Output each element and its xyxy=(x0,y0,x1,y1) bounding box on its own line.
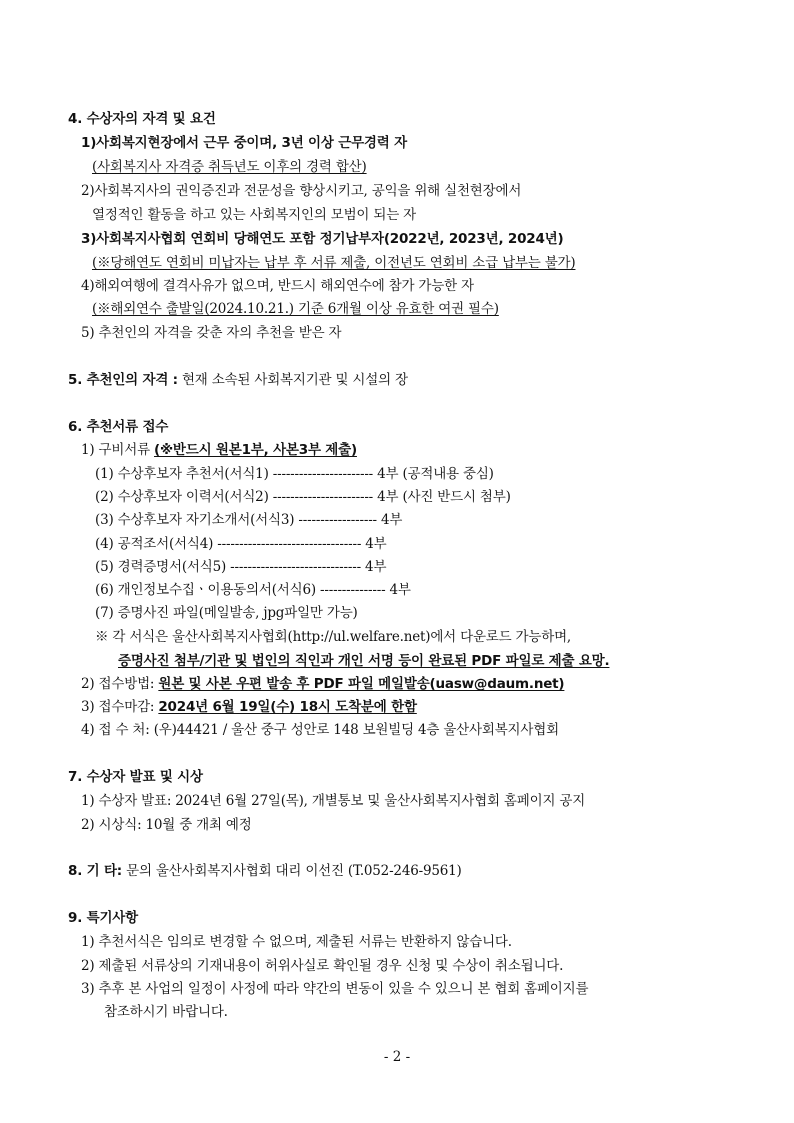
s4-item-1: 1)사회복지현장에서 근무 중이며, 3년 이상 근무경력 자 xyxy=(81,135,407,151)
section-6-title: 6. 추천서류 접수 xyxy=(68,419,169,435)
s6-doc-item: (1) 수상후보자 추천서(서식1) ----------------------- 4부 (공적내용 중심) xyxy=(95,466,494,482)
s4-item-3-note: (※당해연도 연회비 미납자는 납부 후 서류 제출, 이전년도 연회비 소급 납부는 불가) xyxy=(92,255,576,271)
s6-address: 4) 접 수 처: (우)44421 / 울산 중구 성안로 148 보원빌딩 4층 울산사회복지사협회 xyxy=(81,722,559,738)
s6-doc-item: (7) 증명사진 파일(메일발송, jpg파일만 가능) xyxy=(95,605,358,621)
section-5-text: 현재 소속된 사회복지기관 및 시설의 장 xyxy=(177,372,408,388)
s6-doc-item: (6) 개인정보수집ㆍ이용동의서(서식6) --------------- 4부 xyxy=(95,582,411,598)
s6-doc-item: (2) 수상후보자 이력서(서식2) ----------------------- 4부 (사진 반드시 첨부) xyxy=(95,489,511,505)
s6-deadline-label: 3) 접수마감: xyxy=(81,699,159,715)
s6-pdf-note: 증명사진 첨부/기관 및 법인의 직인과 개인 서명 등이 완료된 PDF 파일로 제출 요망. xyxy=(118,653,610,669)
s6-doc-item: (3) 수상후보자 자기소개서(서식3) ------------------ 4부 xyxy=(95,512,403,528)
s9-item-2: 2) 제출된 서류상의 기재내용이 허위사실로 확인될 경우 신청 및 수상이 취소됩니다. xyxy=(81,958,564,974)
s9-item-3-cont: 참조하시기 바랍니다. xyxy=(104,1004,228,1020)
s4-item-2-cont: 열정적인 활동을 하고 있는 사회복지인의 모범이 되는 자 xyxy=(92,207,416,223)
s7-item-2: 2) 시상식: 10월 중 개최 예정 xyxy=(81,817,252,833)
s6-docs-requirement: (※반드시 원본1부, 사본3부 제출) xyxy=(154,442,357,458)
section-4-title: 4. 수상자의 자격 및 요건 xyxy=(68,111,216,127)
section-5 xyxy=(68,371,408,389)
section-8-text: 문의 울산사회복지사협회 대리 이선진 (T.052-246-9561) xyxy=(122,863,462,879)
page-number: - 2 - xyxy=(383,1049,411,1065)
s6-doc-item: (4) 공적조서(서식4) --------------------------------- 4부 xyxy=(95,536,387,552)
s4-item-1-note: (사회복지사 자격증 취득년도 이후의 경력 합산) xyxy=(92,159,367,175)
s4-item-5: 5) 추천인의 자격을 갖춘 자의 추천을 받은 자 xyxy=(81,325,342,341)
section-7-title: 7. 수상자 발표 및 시상 xyxy=(68,769,203,785)
s6-method-value: 원본 및 사본 우편 발송 후 PDF 파일 메일발송(uasw@daum.net) xyxy=(158,676,565,692)
s6-deadline-value: 2024년 6월 19일(수) 18시 도착분에 한함 xyxy=(158,699,417,715)
s9-item-1: 1) 추천서식은 임의로 변경할 수 없으며, 제출된 서류는 반환하지 않습니다. xyxy=(81,934,512,950)
s6-method-label: 2) 접수방법: xyxy=(81,676,159,692)
s6-deadline xyxy=(81,698,417,716)
s6-method xyxy=(81,675,564,693)
s4-item-3: 3)사회복지사협회 연회비 당해연도 포함 정기납부자(2022년, 2023년, 2024년) xyxy=(81,231,564,247)
section-8-title: 8. 기 타: xyxy=(68,863,123,879)
s4-item-4: 4)해외여행에 결격사유가 없으며, 반드시 해외연수에 참가 가능한 자 xyxy=(81,278,474,294)
s4-item-2: 2)사회복지사의 권익증진과 전문성을 향상시키고, 공익을 위해 실천현장에서 xyxy=(81,183,522,199)
s6-docs xyxy=(81,441,357,459)
s6-download-note: ※ 각 서식은 울산사회복지사협회(http://ul.welfare.net)에서 다운로드 가능하며, xyxy=(95,629,572,645)
s6-doc-item: (5) 경력증명서(서식5) ------------------------------ 4부 xyxy=(95,559,387,575)
s6-docs-label: 1) 구비서류 xyxy=(81,442,155,458)
s9-item-3: 3) 추후 본 사업의 일정이 사정에 따라 약간의 변동이 있을 수 있으니 본 협회 홈페이지를 xyxy=(81,981,589,997)
section-9-title: 9. 특기사항 xyxy=(68,910,138,926)
section-8 xyxy=(68,862,462,880)
s7-item-1: 1) 수상자 발표: 2024년 6월 27일(목), 개별통보 및 울산사회복지사협회 홈페이지 공지 xyxy=(81,793,586,809)
s4-item-4-note: (※해외연수 출발일(2024.10.21.) 기준 6개월 이상 유효한 여권 필수) xyxy=(92,301,499,317)
section-5-title: 5. 추천인의 자격 : xyxy=(68,372,178,388)
